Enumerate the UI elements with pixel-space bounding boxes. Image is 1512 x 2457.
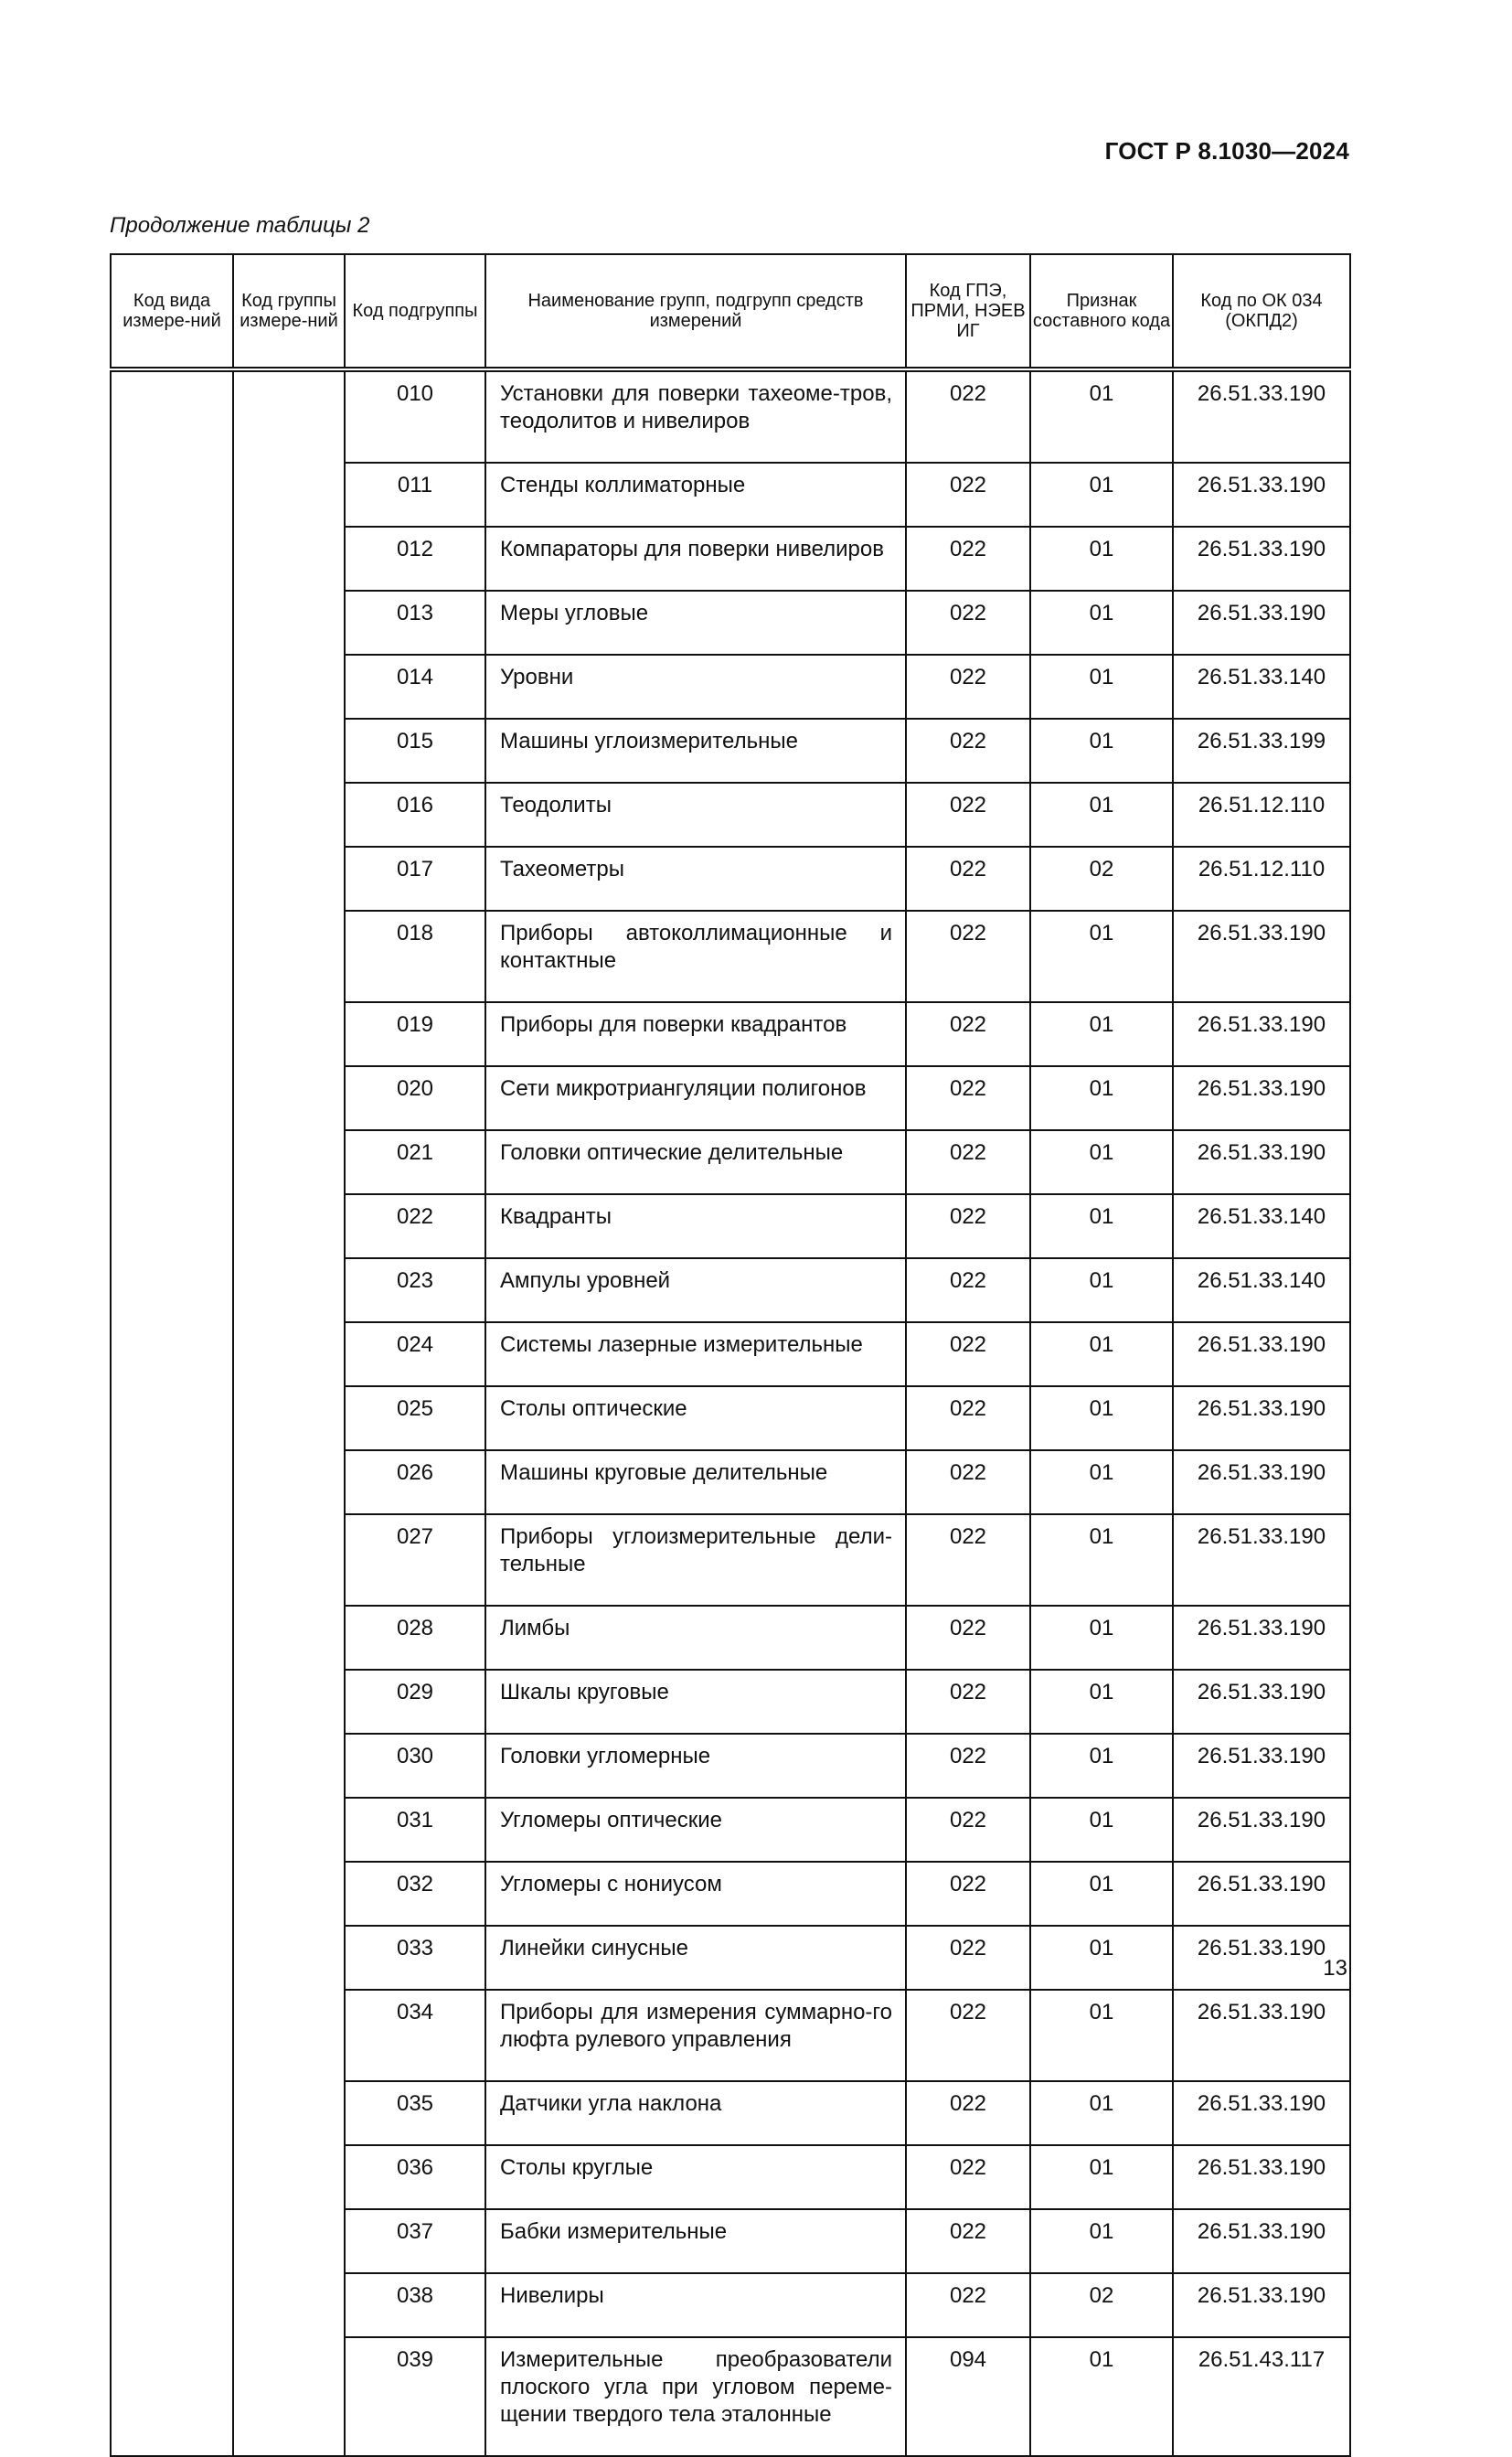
gpe-code-cell: 022 — [906, 1798, 1030, 1862]
composite-sign-cell: 01 — [1030, 783, 1173, 847]
okpd2-code-cell: 26.51.33.190 — [1173, 1862, 1350, 1926]
header-composite-code-sign: Признак составного кода — [1030, 254, 1173, 369]
subgroup-code-cell: 013 — [345, 591, 485, 655]
gpe-code-cell: 022 — [906, 1514, 1030, 1606]
group-name-cell: Угломеры оптические — [485, 1798, 906, 1862]
group-name-cell: Теодолиты — [485, 783, 906, 847]
gpe-code-cell: 022 — [906, 2209, 1030, 2273]
gpe-code-cell: 022 — [906, 911, 1030, 1002]
group-name-cell: Стенды коллиматорные — [485, 463, 906, 527]
group-name-cell: Приборы углоизмерительные дели-тельные — [485, 1514, 906, 1606]
okpd2-code-cell: 26.51.33.190 — [1173, 1990, 1350, 2081]
subgroup-code-cell: 025 — [345, 1386, 485, 1450]
subgroup-code-cell: 031 — [345, 1798, 485, 1862]
composite-sign-cell: 01 — [1030, 463, 1173, 527]
group-name-cell: Датчики угла наклона — [485, 2081, 906, 2145]
subgroup-code-cell: 017 — [345, 847, 485, 911]
subgroup-code-cell: 030 — [345, 1734, 485, 1798]
subgroup-code-cell: 014 — [345, 655, 485, 719]
header-measurement-type-code: Код вида измере-ний — [111, 254, 233, 369]
okpd2-code-cell: 26.51.33.190 — [1173, 1734, 1350, 1798]
gpe-code-cell: 022 — [906, 1990, 1030, 2081]
composite-sign-cell: 01 — [1030, 1926, 1173, 1990]
okpd2-code-cell: 26.51.33.190 — [1173, 463, 1350, 527]
group-name-cell: Приборы для измерения суммарно-го люфта рулевого управления — [485, 1990, 906, 2081]
subgroup-code-cell: 027 — [345, 1514, 485, 1606]
group-name-cell: Сети микротриангуляции полигонов — [485, 1066, 906, 1130]
gpe-code-cell: 022 — [906, 1670, 1030, 1734]
subgroup-code-cell: 028 — [345, 1606, 485, 1670]
composite-sign-cell: 01 — [1030, 1734, 1173, 1798]
subgroup-code-cell: 012 — [345, 527, 485, 591]
subgroup-code-cell: 015 — [345, 719, 485, 783]
composite-sign-cell: 01 — [1030, 1194, 1173, 1258]
composite-sign-cell: 01 — [1030, 1258, 1173, 1322]
composite-sign-cell: 01 — [1030, 1066, 1173, 1130]
okpd2-code-cell: 26.51.33.190 — [1173, 1322, 1350, 1386]
okpd2-code-cell: 26.51.33.190 — [1173, 1514, 1350, 1606]
gpe-code-cell: 022 — [906, 2145, 1030, 2209]
gpe-code-cell: 022 — [906, 783, 1030, 847]
okpd2-code-cell: 26.51.33.190 — [1173, 1450, 1350, 1514]
composite-sign-cell: 01 — [1030, 1990, 1173, 2081]
subgroup-code-cell: 024 — [345, 1322, 485, 1386]
measuring-instruments-table — [110, 253, 1349, 2457]
composite-sign-cell: 01 — [1030, 2209, 1173, 2273]
header-subgroup-code: Код подгруппы — [345, 254, 485, 369]
okpd2-code-cell: 26.51.33.190 — [1173, 2081, 1350, 2145]
gpe-code-cell: 022 — [906, 463, 1030, 527]
group-name-cell: Угломеры с нониусом — [485, 1862, 906, 1926]
okpd2-code-cell: 26.51.33.190 — [1173, 911, 1350, 1002]
subgroup-code-cell: 032 — [345, 1862, 485, 1926]
page-number: 13 — [1323, 1956, 1347, 1981]
subgroup-code-cell: 010 — [345, 369, 485, 463]
composite-sign-cell: 01 — [1030, 1862, 1173, 1926]
gpe-code-cell: 022 — [906, 1002, 1030, 1066]
okpd2-code-cell: 26.51.33.140 — [1173, 655, 1350, 719]
table-continuation-caption: Продолжение таблицы 2 — [110, 213, 370, 238]
group-name-cell: Меры угловые — [485, 591, 906, 655]
group-name-cell: Квадранты — [485, 1194, 906, 1258]
subgroup-code-cell: 034 — [345, 1990, 485, 2081]
composite-sign-cell: 01 — [1030, 2145, 1173, 2209]
group-name-cell: Приборы автоколлимационные и контактные — [485, 911, 906, 1002]
composite-sign-cell: 01 — [1030, 2337, 1173, 2456]
okpd2-code-cell: 26.51.33.190 — [1173, 1130, 1350, 1194]
gpe-code-cell: 022 — [906, 655, 1030, 719]
gpe-code-cell: 022 — [906, 527, 1030, 591]
gpe-code-cell: 022 — [906, 1258, 1030, 1322]
okpd2-code-cell: 26.51.33.190 — [1173, 2209, 1350, 2273]
subgroup-code-cell: 021 — [345, 1130, 485, 1194]
header-group-name: Наименование групп, подгрупп средств измерений — [485, 254, 906, 369]
subgroup-code-cell: 039 — [345, 2337, 485, 2456]
okpd2-code-cell: 26.51.33.190 — [1173, 369, 1350, 463]
composite-sign-cell: 01 — [1030, 527, 1173, 591]
group-name-cell: Машины круговые делительные — [485, 1450, 906, 1514]
composite-sign-cell: 01 — [1030, 1606, 1173, 1670]
composite-sign-cell: 01 — [1030, 719, 1173, 783]
measurement-group-code-cell — [233, 369, 345, 2456]
subgroup-code-cell: 029 — [345, 1670, 485, 1734]
subgroup-code-cell: 020 — [345, 1066, 485, 1130]
group-name-cell: Ампулы уровней — [485, 1258, 906, 1322]
composite-sign-cell: 01 — [1030, 1450, 1173, 1514]
table-body — [111, 369, 1350, 2456]
group-name-cell: Приборы для поверки квадрантов — [485, 1002, 906, 1066]
gpe-code-cell: 022 — [906, 1386, 1030, 1450]
group-name-cell: Компараторы для поверки нивелиров — [485, 527, 906, 591]
group-name-cell: Системы лазерные измерительные — [485, 1322, 906, 1386]
gpe-code-cell: 094 — [906, 2337, 1030, 2456]
group-name-cell: Установки для поверки тахеоме-тров, теодолитов и нивелиров — [485, 369, 906, 463]
subgroup-code-cell: 016 — [345, 783, 485, 847]
group-name-cell: Столы оптические — [485, 1386, 906, 1450]
subgroup-code-cell: 038 — [345, 2273, 485, 2337]
okpd2-code-cell: 26.51.33.190 — [1173, 2273, 1350, 2337]
composite-sign-cell: 01 — [1030, 1002, 1173, 1066]
composite-sign-cell: 01 — [1030, 1798, 1173, 1862]
gpe-code-cell: 022 — [906, 1862, 1030, 1926]
header-measurement-group-code: Код группы измере-ний — [233, 254, 345, 369]
gpe-code-cell: 022 — [906, 1194, 1030, 1258]
group-name-cell: Нивелиры — [485, 2273, 906, 2337]
header-okpd2-code: Код по ОК 034 (ОКПД2) — [1173, 254, 1350, 369]
header-gpe-code: Код ГПЭ, ПРМИ, НЭЕВ ИГ — [906, 254, 1030, 369]
okpd2-code-cell: 26.51.33.190 — [1173, 1670, 1350, 1734]
subgroup-code-cell: 037 — [345, 2209, 485, 2273]
document-code: ГОСТ Р 8.1030—2024 — [1104, 137, 1349, 165]
subgroup-code-cell: 036 — [345, 2145, 485, 2209]
group-name-cell: Тахеометры — [485, 847, 906, 911]
subgroup-code-cell: 019 — [345, 1002, 485, 1066]
subgroup-code-cell: 022 — [345, 1194, 485, 1258]
gpe-code-cell: 022 — [906, 847, 1030, 911]
okpd2-code-cell: 26.51.33.190 — [1173, 591, 1350, 655]
composite-sign-cell: 01 — [1030, 1322, 1173, 1386]
group-name-cell: Шкалы круговые — [485, 1670, 906, 1734]
okpd2-code-cell: 26.51.33.190 — [1173, 1386, 1350, 1450]
okpd2-code-cell: 26.51.33.140 — [1173, 1258, 1350, 1322]
gpe-code-cell: 022 — [906, 1606, 1030, 1670]
subgroup-code-cell: 026 — [345, 1450, 485, 1514]
gpe-code-cell: 022 — [906, 1450, 1030, 1514]
okpd2-code-cell: 26.51.33.190 — [1173, 1798, 1350, 1862]
subgroup-code-cell: 035 — [345, 2081, 485, 2145]
group-name-cell: Лимбы — [485, 1606, 906, 1670]
composite-sign-cell: 01 — [1030, 1386, 1173, 1450]
gpe-code-cell: 022 — [906, 1926, 1030, 1990]
subgroup-code-cell: 018 — [345, 911, 485, 1002]
group-name-cell: Машины углоизмерительные — [485, 719, 906, 783]
composite-sign-cell: 02 — [1030, 847, 1173, 911]
okpd2-code-cell: 26.51.33.190 — [1173, 1002, 1350, 1066]
composite-sign-cell: 01 — [1030, 1514, 1173, 1606]
okpd2-code-cell: 26.51.33.199 — [1173, 719, 1350, 783]
okpd2-code-cell: 26.51.33.190 — [1173, 1926, 1350, 1990]
gpe-code-cell: 022 — [906, 591, 1030, 655]
gpe-code-cell: 022 — [906, 1066, 1030, 1130]
group-name-cell: Головки угломерные — [485, 1734, 906, 1798]
composite-sign-cell: 01 — [1030, 591, 1173, 655]
subgroup-code-cell: 011 — [345, 463, 485, 527]
composite-sign-cell: 01 — [1030, 911, 1173, 1002]
composite-sign-cell: 01 — [1030, 1130, 1173, 1194]
group-name-cell: Измерительные преобразователи плоского угла при угловом переме-щении твердого тела эталонные — [485, 2337, 906, 2456]
table-header-row — [111, 254, 1350, 369]
okpd2-code-cell: 26.51.43.117 — [1173, 2337, 1350, 2456]
okpd2-code-cell: 26.51.33.190 — [1173, 527, 1350, 591]
measurement-type-code-cell — [111, 369, 233, 2456]
okpd2-code-cell: 26.51.33.190 — [1173, 2145, 1350, 2209]
composite-sign-cell: 01 — [1030, 2081, 1173, 2145]
group-name-cell: Бабки измерительные — [485, 2209, 906, 2273]
composite-sign-cell: 01 — [1030, 369, 1173, 463]
gpe-code-cell: 022 — [906, 2081, 1030, 2145]
group-name-cell: Уровни — [485, 655, 906, 719]
group-name-cell: Столы круглые — [485, 2145, 906, 2209]
okpd2-code-cell: 26.51.33.190 — [1173, 1606, 1350, 1670]
okpd2-code-cell: 26.51.33.140 — [1173, 1194, 1350, 1258]
composite-sign-cell: 02 — [1030, 2273, 1173, 2337]
okpd2-code-cell: 26.51.12.110 — [1173, 783, 1350, 847]
composite-sign-cell: 01 — [1030, 655, 1173, 719]
gpe-code-cell: 022 — [906, 2273, 1030, 2337]
gpe-code-cell: 022 — [906, 369, 1030, 463]
okpd2-code-cell: 26.51.33.190 — [1173, 1066, 1350, 1130]
subgroup-code-cell: 033 — [345, 1926, 485, 1990]
group-name-cell: Головки оптические делительные — [485, 1130, 906, 1194]
okpd2-code-cell: 26.51.12.110 — [1173, 847, 1350, 911]
gpe-code-cell: 022 — [906, 1734, 1030, 1798]
subgroup-code-cell: 023 — [345, 1258, 485, 1322]
gpe-code-cell: 022 — [906, 1130, 1030, 1194]
gpe-code-cell: 022 — [906, 719, 1030, 783]
gpe-code-cell: 022 — [906, 1322, 1030, 1386]
group-name-cell: Линейки синусные — [485, 1926, 906, 1990]
composite-sign-cell: 01 — [1030, 1670, 1173, 1734]
table-row — [111, 369, 1350, 463]
